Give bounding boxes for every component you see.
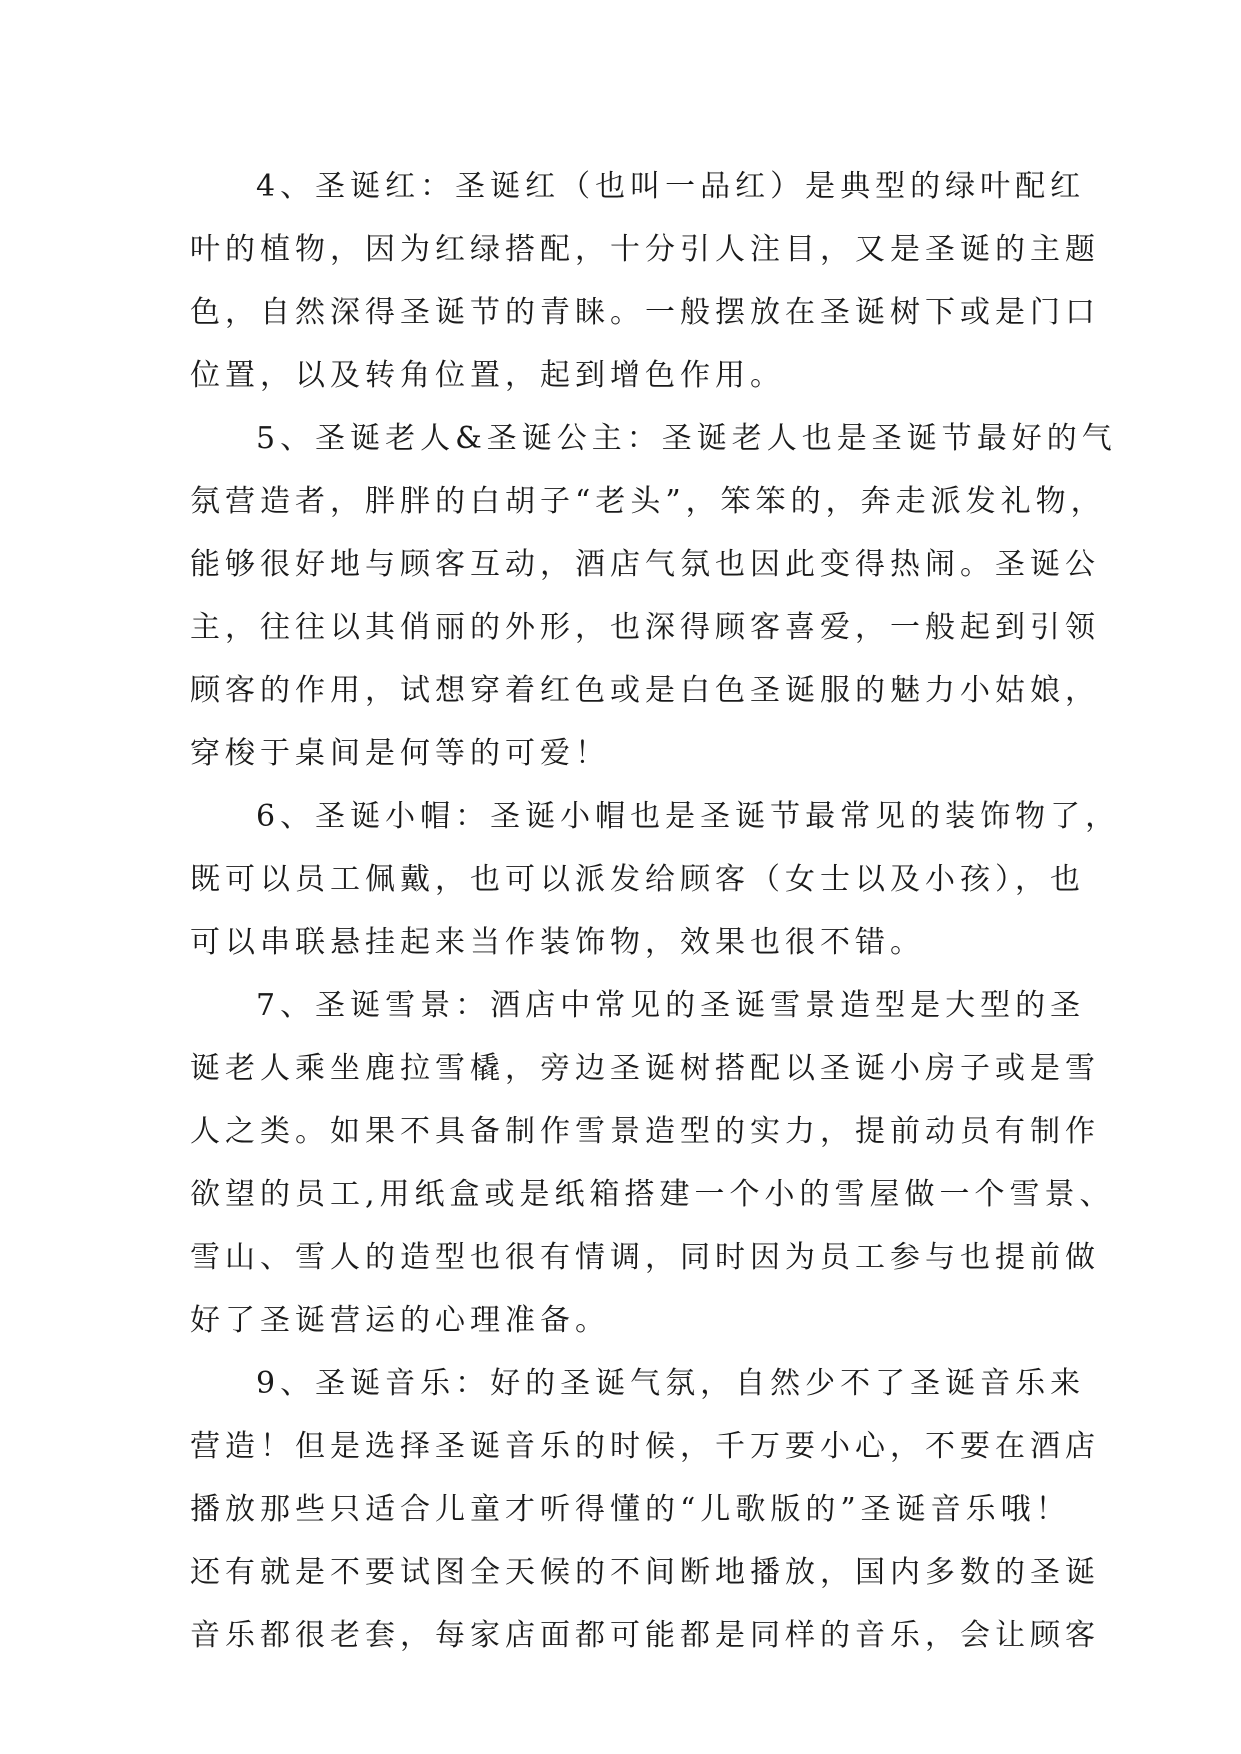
text-line: 7、圣诞雪景：酒店中常见的圣诞雪景造型是大型的圣 [256, 988, 1086, 1023]
paragraph-christmas-hat [190, 785, 1121, 974]
paragraph-christmas-music [190, 1352, 1100, 1667]
text-line: 还有就是不要试图全天候的不间断地播放，国内多数的圣诞 [190, 1555, 1100, 1590]
text-line: 欲望的员工,用纸盒或是纸箱搭建一个小的雪屋做一个雪景、 [190, 1177, 1115, 1212]
text-line: 雪山、雪人的造型也很有情调，同时因为员工参与也提前做 [190, 1240, 1100, 1275]
paragraph-snow-scene [190, 974, 1115, 1352]
text-line: 主，往往以其俏丽的外形，也深得顾客喜爱，一般起到引领 [190, 610, 1100, 645]
paragraph-christmas-red [190, 155, 1100, 407]
text-line: 播放那些只适合儿童才听得懂的“儿歌版的”圣诞音乐哦！ [190, 1492, 1071, 1527]
text-line: 穿梭于桌间是何等的可爱！ [190, 736, 610, 771]
text-line: 诞老人乘坐鹿拉雪橇，旁边圣诞树搭配以圣诞小房子或是雪 [190, 1051, 1100, 1086]
text-line: 营造！但是选择圣诞音乐的时候，千万要小心，不要在酒店 [190, 1429, 1100, 1464]
text-line: 5、圣诞老人&圣诞公主：圣诞老人也是圣诞节最好的气 [256, 421, 1117, 456]
text-line: 好了圣诞营运的心理准备。 [190, 1303, 610, 1338]
text-line: 能够很好地与顾客互动，酒店气氛也因此变得热闹。圣诞公 [190, 547, 1100, 582]
text-line: 色，自然深得圣诞节的青睐。一般摆放在圣诞树下或是门口 [190, 295, 1100, 330]
text-line: 4、圣诞红：圣诞红（也叫一品红）是典型的绿叶配红 [256, 169, 1086, 204]
text-line: 9、圣诞音乐：好的圣诞气氛，自然少不了圣诞音乐来 [256, 1366, 1086, 1401]
paragraph-santa-princess [190, 407, 1117, 785]
text-line: 人之类。如果不具备制作雪景造型的实力，提前动员有制作 [190, 1114, 1100, 1149]
text-line: 氛营造者，胖胖的白胡子“老头”，笨笨的，奔走派发礼物， [190, 484, 1106, 519]
text-line: 位置，以及转角位置，起到增色作用。 [190, 358, 785, 393]
text-line: 6、圣诞小帽：圣诞小帽也是圣诞节最常见的装饰物了， [256, 799, 1121, 834]
document-body [190, 155, 1121, 1667]
text-line: 叶的植物，因为红绿搭配，十分引人注目，又是圣诞的主题 [190, 232, 1100, 267]
text-line: 可以串联悬挂起来当作装饰物，效果也很不错。 [190, 925, 925, 960]
text-line: 既可以员工佩戴，也可以派发给顾客（女士以及小孩），也 [190, 862, 1085, 897]
text-line: 顾客的作用，试想穿着红色或是白色圣诞服的魅力小姑娘， [190, 673, 1100, 708]
text-line: 音乐都很老套，每家店面都可能都是同样的音乐，会让顾客 [190, 1618, 1100, 1653]
